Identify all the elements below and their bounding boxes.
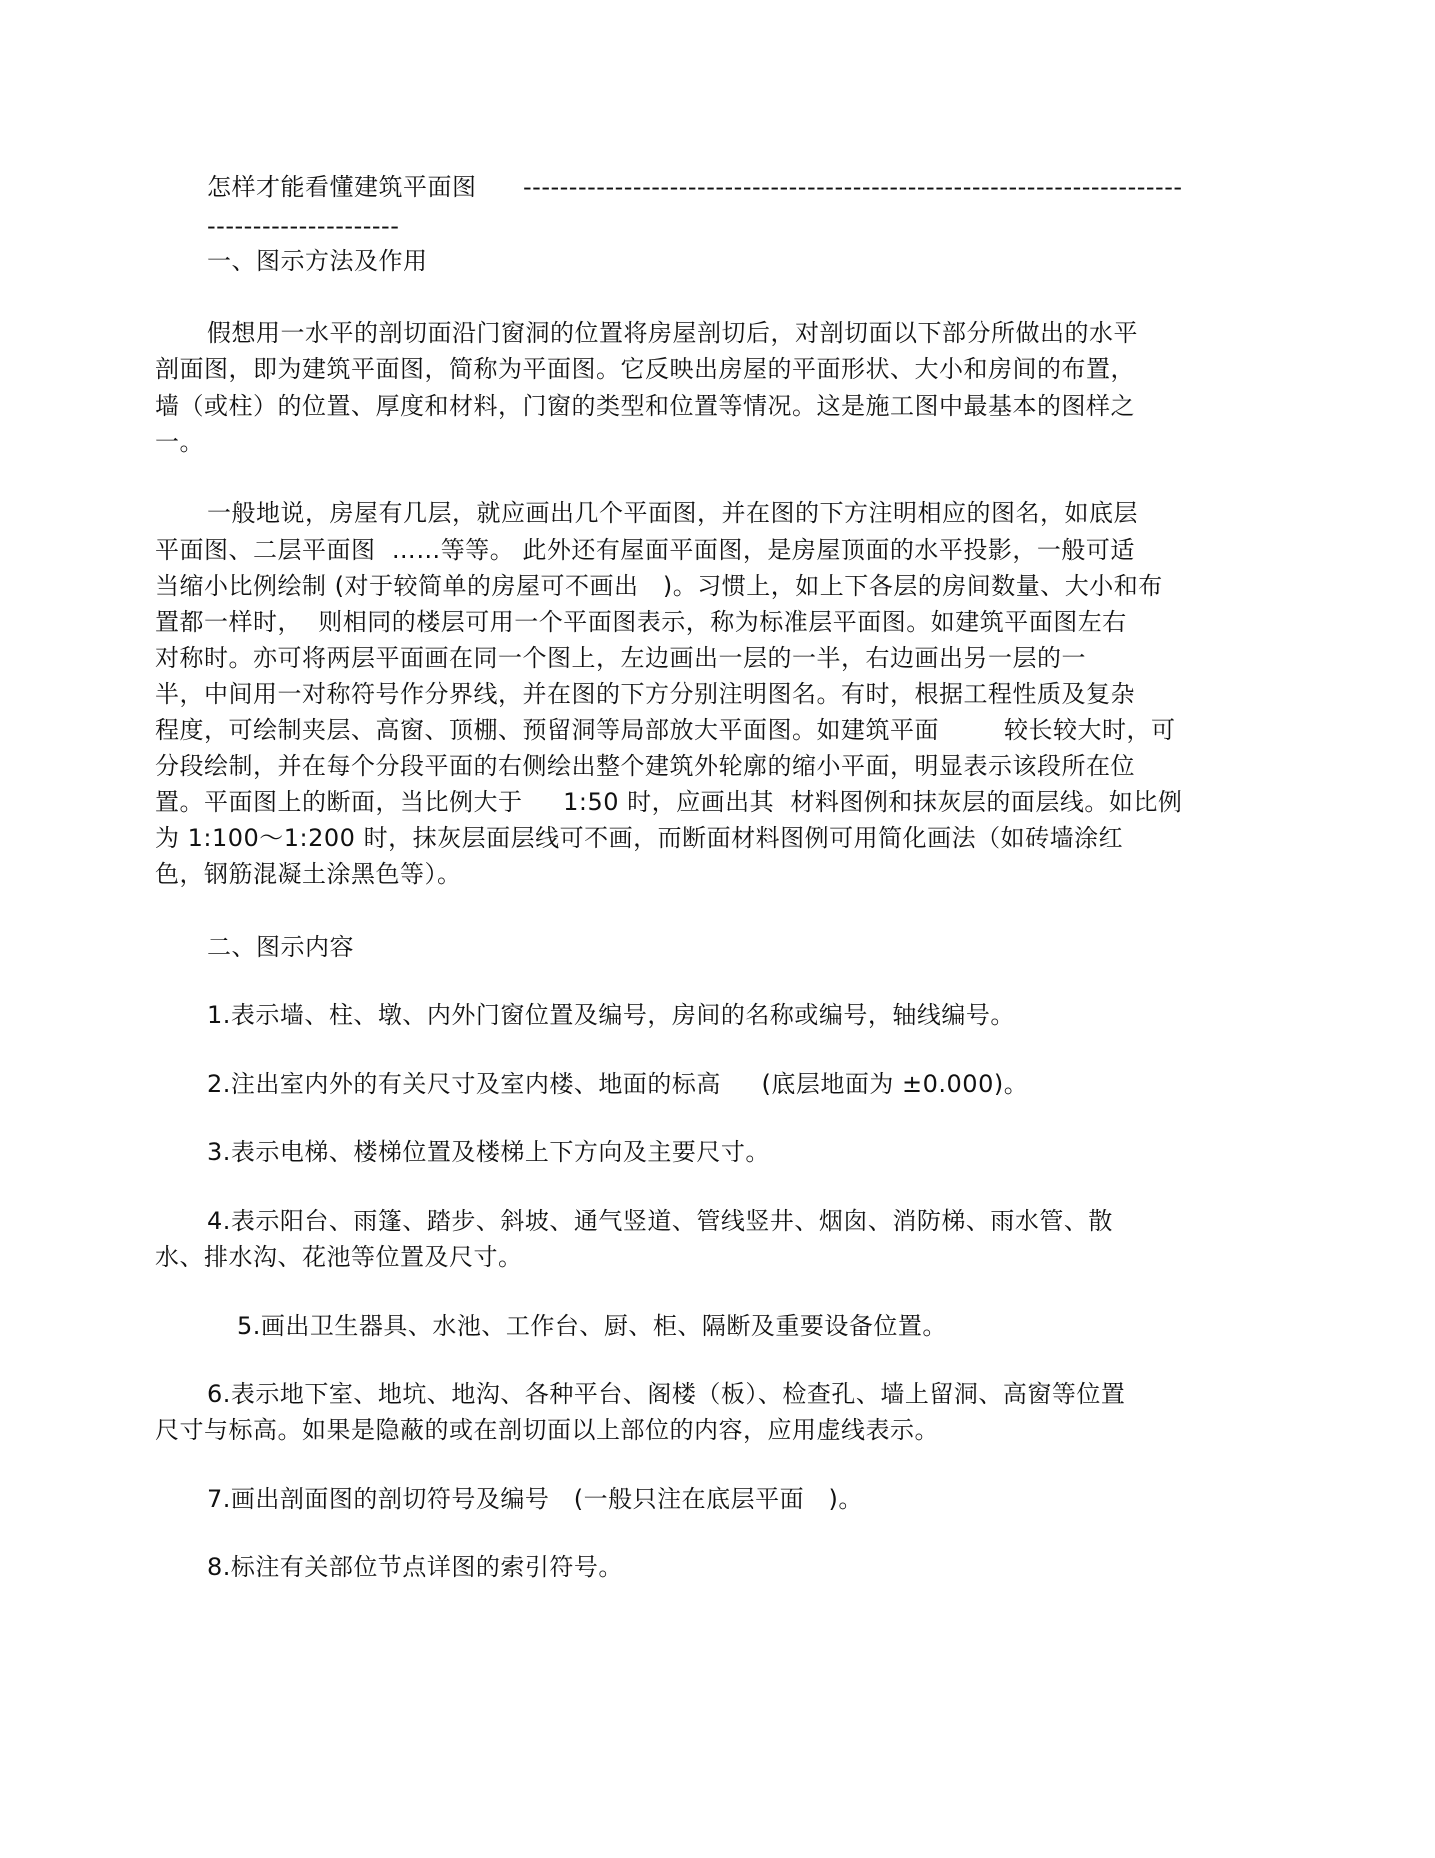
paragraph-2-line-3: 当缩小比例绘制 (对于较简单的房屋可不画出 )。习惯上，如上下各层的房间数量、大小和布 <box>155 572 1163 600</box>
list-item-4-line-2: 水、排水沟、花池等位置及尺寸。 <box>155 1243 523 1271</box>
paragraph-2-line-1: 一般地说，房屋有几层，就应画出几个平面图，并在图的下方注明相应的图名，如底层 <box>207 499 1138 527</box>
list-item-7: 7.画出剖面图的剖切符号及编号 (一般只注在底层平面 )。 <box>207 1485 863 1513</box>
paragraph-1-line-1: 假想用一水平的剖切面沿门窗洞的位置将房屋剖切后，对剖切面以下部分所做出的水平 <box>207 319 1138 347</box>
document-title: 怎样才能看懂建筑平面图 <box>207 173 477 201</box>
paragraph-1-line-4: 一。 <box>155 428 204 456</box>
list-item-4-line-1: 4.表示阳台、雨篷、踏步、斜坡、通气竖道、管线竖井、烟囱、消防梯、雨水管、散 <box>207 1207 1113 1235</box>
paragraph-2-line-8: 分段绘制，并在每个分段平面的右侧绘出整个建筑外轮廓的缩小平面，明显表示该段所在位 <box>155 752 1135 780</box>
paragraph-2-line-5: 对称时。亦可将两层平面画在同一个图上，左边画出一层的一半，右边画出另一层的一 <box>155 644 1086 672</box>
paragraph-2-line-6: 半，中间用一对称符号作分界线，并在图的下方分别注明图名。有时，根据工程性质及复杂 <box>155 680 1135 708</box>
paragraph-2-line-10: 为 1:100～1:200 时，抹灰层面层线可不画，而断面材料图例可用简化画法（如砖墙涂红 <box>155 824 1124 852</box>
list-item-1: 1.表示墙、柱、墩、内外门窗位置及编号，房间的名称或编号，轴线编号。 <box>207 1001 1015 1029</box>
list-item-2: 2.注出室内外的有关尺寸及室内楼、地面的标高 (底层地面为 ±0.000)。 <box>207 1070 1029 1098</box>
paragraph-2-line-4: 置都一样时， 则相同的楼层可用一个平面图表示，称为标准层平面图。如建筑平面图左右 <box>155 608 1127 636</box>
paragraph-1-line-2: 剖面图，即为建筑平面图，简称为平面图。它反映出房屋的平面形状、大小和房间的布置， <box>155 355 1135 383</box>
list-item-8: 8.标注有关部位节点详图的索引符号。 <box>207 1553 623 1581</box>
section-heading-1: 一、图示方法及作用 <box>207 247 428 275</box>
list-item-5: 5.画出卫生器具、水池、工作台、厨、柜、隔断及重要设备位置。 <box>237 1312 947 1340</box>
paragraph-2-line-9: 置。平面图上的断面，当比例大于 1:50 时，应画出其 材料图例和抹灰层的面层线。如比例 <box>155 788 1183 816</box>
paragraph-1-line-3: 墙（或柱）的位置、厚度和材料，门窗的类型和位置等情况。这是施工图中最基本的图样之 <box>155 392 1135 420</box>
section-heading-2: 二、图示内容 <box>207 933 354 961</box>
list-item-3: 3.表示电梯、楼梯位置及楼梯上下方向及主要尺寸。 <box>207 1138 770 1166</box>
list-item-6-line-2: 尺寸与标高。如果是隐蔽的或在剖切面以上部位的内容，应用虚线表示。 <box>155 1416 939 1444</box>
list-item-6-line-1: 6.表示地下室、地坑、地沟、各种平台、阁楼（板）、检查孔、墙上留洞、高窗等位置 <box>207 1380 1126 1408</box>
paragraph-2-line-2: 平面图、二层平面图 ……等等。 此外还有屋面平面图，是房屋顶面的水平投影，一般可适 <box>155 536 1135 564</box>
title-divider-dashes: ------------------------------------------------------------------------ <box>523 173 1183 201</box>
paragraph-2-line-11: 色，钢筋混凝土涂黑色等）。 <box>155 860 462 888</box>
title-divider-dashes-continued: --------------------- <box>207 212 400 240</box>
paragraph-2-line-7: 程度，可绘制夹层、高窗、顶棚、预留洞等局部放大平面图。如建筑平面 较长较大时，可 <box>155 716 1176 744</box>
